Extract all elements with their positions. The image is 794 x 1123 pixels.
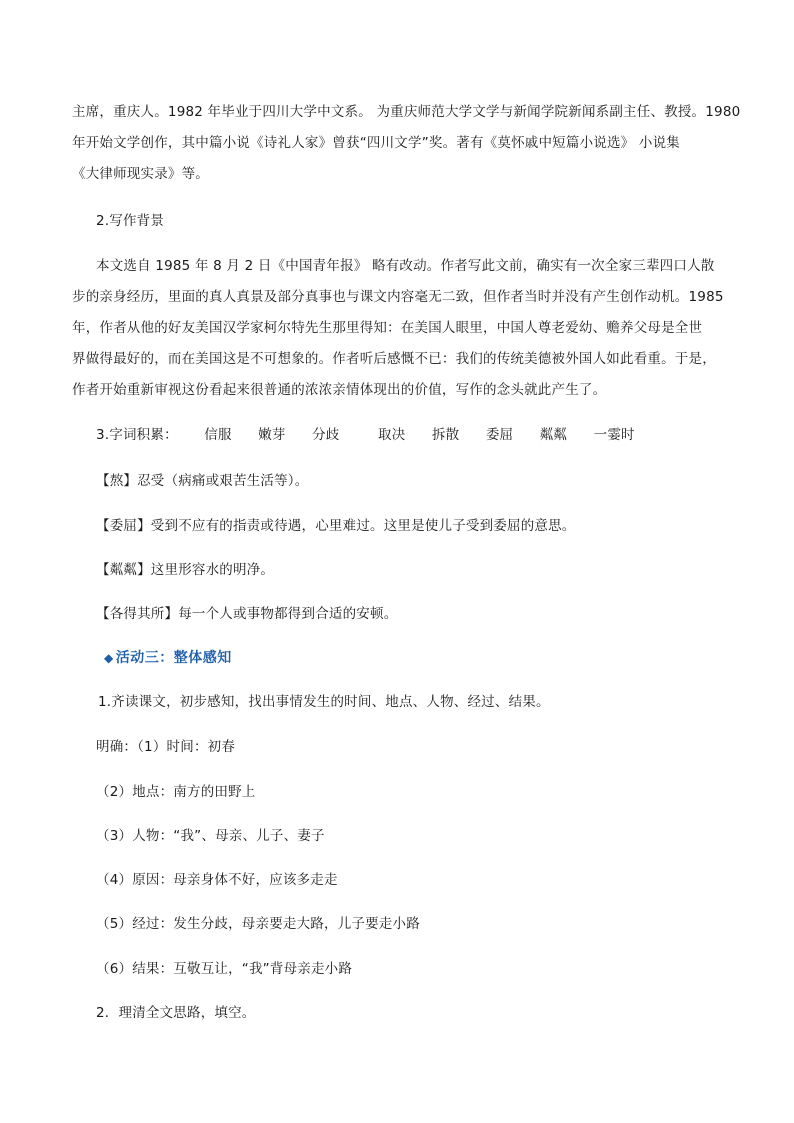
intro-line-2: 年开始文学创作，其中篇小说《诗礼人家》曾获“四川文学”奖。著有《莫怀戚中短篇小说选》 小说集 — [72, 135, 680, 151]
activity-3-heading — [104, 648, 232, 668]
diamond-bullet-icon: ◆ — [104, 651, 114, 665]
vocab-word: 拆散 — [431, 427, 460, 443]
definition-ao: 【熬】忍受（病痛或艰苦生活等）。 — [96, 473, 309, 489]
vocab-line — [96, 425, 635, 445]
answer-place: （2）地点：南方的田野上 — [96, 784, 256, 800]
answer-process: （5）经过：发生分歧，母亲要走大路，儿子要走小路 — [96, 916, 420, 932]
section-2-line-3: 年，作者从他的好友美国汉学家柯尔特先生那里得知：在美国人眼里，中国人尊老爱幼、赡养父母是全世 — [72, 320, 703, 336]
section-2-line-4: 界做得最好的，而在美国这是不可想象的。作者听后感慨不已：我们的传统美德被外国人如此看重。于是， — [72, 351, 716, 367]
vocab-word: 委屈 — [485, 427, 514, 443]
vocab-label: 3.字词积累： — [96, 427, 178, 443]
section-2-line-1: 本文选自 1985 年 8 月 2 日《中国青年报》 略有改动。作者写此文前，确实有一次全家三辈四口人散 — [96, 258, 715, 274]
section-2-line-2: 步的亲身经历，里面的真人真景及部分真事也与课文内容毫无二致，但作者当时并没有产生创作动机。1985 — [72, 289, 724, 305]
vocab-word: 一霎时 — [593, 427, 635, 443]
vocab-word: 粼粼 — [539, 427, 568, 443]
vocab-word: 信服 — [204, 427, 232, 443]
vocab-word: 分歧 — [312, 427, 340, 443]
definition-weiqu: 【委屈】受到不应有的指责或待遇，心里难过。这里是使儿子受到委屈的意思。 — [96, 518, 576, 534]
definition-linlin: 【粼粼】这里形容水的明净。 — [96, 562, 275, 578]
answer-people: （3）人物：“我”、母亲、儿子、妻子 — [96, 828, 325, 844]
activity-3-title: 活动三：整体感知 — [115, 650, 232, 666]
answer-time: 明确：（1）时间：初春 — [96, 739, 236, 755]
answer-reason: （4）原因：母亲身体不好，应该多走走 — [96, 872, 338, 888]
activity-3-question-2: 2．理清全文思路，填空。 — [96, 1005, 256, 1021]
activity-3-question-1: 1.齐读课文，初步感知，找出事情发生的时间、地点、人物、经过、结果。 — [98, 694, 550, 710]
intro-line-3: 《大律师现实录》等。 — [72, 166, 209, 182]
section-2-title: 2.写作背景 — [96, 213, 165, 229]
intro-line-1: 主席，重庆人。1982 年毕业于四川大学中文系。 为重庆师范大学文学与新闻学院新闻系副主任、教授。1980 — [72, 104, 741, 120]
vocab-word: 嫩芽 — [258, 427, 286, 443]
section-2-line-5: 作者开始重新审视这份看起来很普通的浓浓亲情体现出的价值，写作的念头就此产生了。 — [72, 382, 607, 398]
vocab-word: 取决 — [378, 427, 406, 443]
answer-result: （6）结果：互敬互让，“我”背母亲走小路 — [96, 961, 353, 977]
definition-gedeqisuo: 【各得其所】每一个人或事物都得到合适的安顿。 — [96, 606, 398, 622]
